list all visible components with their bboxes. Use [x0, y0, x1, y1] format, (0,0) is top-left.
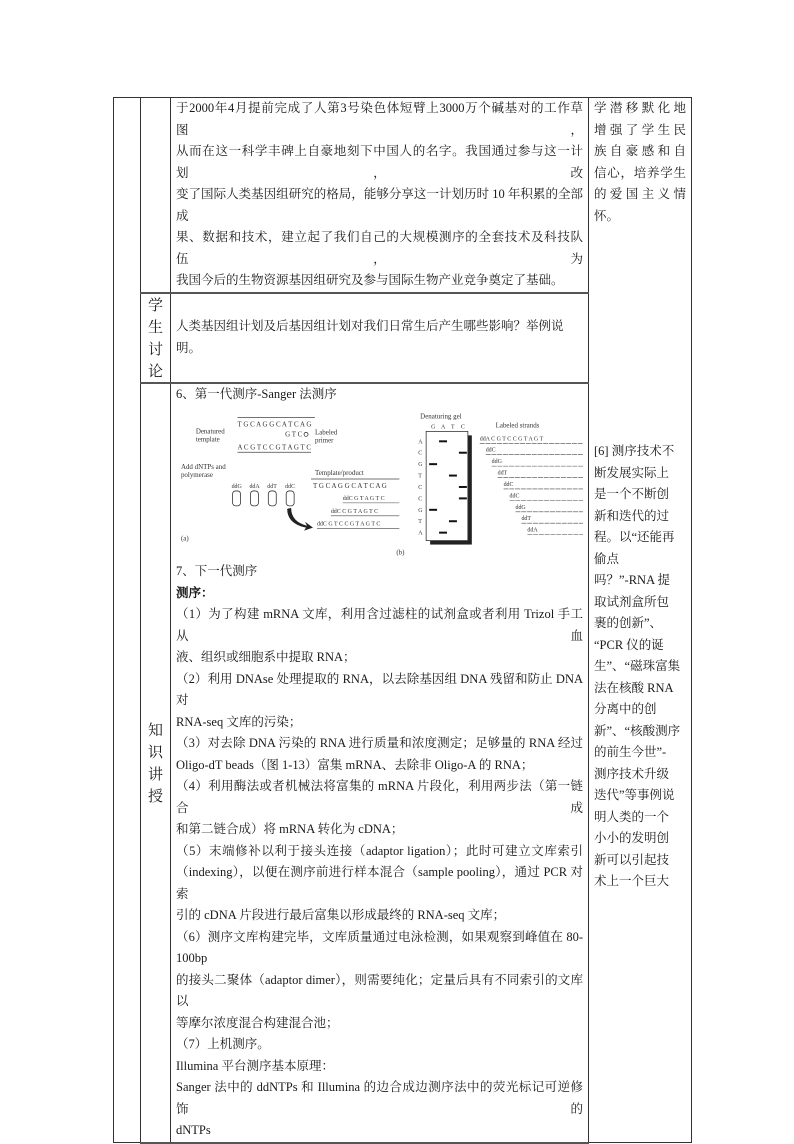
tube-icon	[268, 491, 276, 506]
text-line: RNA-seq 文库的污染；	[176, 714, 302, 729]
text-line: 学潜移默化地	[594, 101, 686, 115]
text-line: 怀。	[594, 208, 620, 223]
text-line: 明人类的一个	[594, 809, 670, 824]
text-line: （6）测序文库构建完毕，文库质量通过电泳检测，如果观察到峰值在 80-100bp	[176, 929, 583, 965]
text-line: 新和迭代的过	[594, 508, 670, 523]
fig-sequence: T G C A G G C A T C A G	[237, 420, 312, 429]
intro-label-cell	[141, 98, 171, 293]
text-line: 增强了学生民	[594, 122, 686, 137]
text-line: Sanger 法中的 ddNTPs 和 Illumina 的边合成边测序法中的荧光标记可逆修饰的	[176, 1080, 583, 1116]
text-line: 的接头二聚体（adaptor dimer），则需要纯化；定量后具有不同索引的文库以	[176, 972, 583, 1008]
fig-label: Add dNTPs and	[180, 463, 226, 472]
text-line: （7）上机测序。	[176, 1037, 270, 1051]
label-dot-icon	[304, 432, 308, 436]
fig-label: Template/product	[314, 469, 364, 478]
section-heading-sanger: 6、第一代测序-Sanger 法测序	[176, 386, 337, 401]
text-line: Illumina 平台测序基本原理：	[176, 1058, 334, 1073]
text-line: 信心，培养学生	[594, 165, 686, 180]
text-line: 分离中的创	[594, 702, 657, 716]
intro-paragraph	[176, 98, 583, 292]
text-line: 吗？”-RNA 提	[594, 573, 671, 587]
sanger-sequencing-figure	[176, 409, 583, 559]
label-char: 讨	[147, 339, 163, 358]
gel-row-label: A	[418, 530, 423, 537]
label-char: 生	[147, 317, 163, 336]
label-char: 知	[147, 720, 163, 739]
lesson-table	[113, 97, 692, 1144]
text-line: Oligo-dT beads（图 1-13）富集 mRNA、去除非 Oligo-A 的 RNA；	[176, 757, 534, 772]
fig-sequence: ddC G T C C G T A G T C	[316, 521, 381, 528]
fig-label: Labeled strands	[495, 421, 540, 430]
text-line: 于2000年4月提前完成了人第3号染色体短臂上3000万个碱基对的工作草图，	[176, 101, 583, 137]
tube-label: ddT	[267, 483, 277, 490]
text-line: 和第二链合成）将 mRNA 转化为 cDNA；	[176, 822, 404, 836]
blank-column	[114, 98, 141, 1143]
text-line: （1）为了构建 mRNA 文库，利用含过滤柱的试剂盒或者利用 Trizol 手工从血	[176, 607, 583, 643]
fig-label: template	[195, 435, 220, 444]
label-char: 论	[147, 361, 163, 380]
notes-block-innovation	[594, 441, 686, 893]
tube-icon	[286, 491, 294, 506]
text-line: 我国今后的生物资源基因组研究及参与国际生物产业竞争奠定了基础。	[176, 273, 564, 287]
text-line: 迭代”等事例说	[594, 788, 675, 802]
text-line: 小小的发明创	[594, 831, 670, 845]
notes-spacer	[594, 227, 686, 441]
strand-label: ddT	[497, 470, 508, 477]
gel-band	[459, 452, 467, 454]
tube-icon	[250, 491, 258, 506]
text-line: 是一个不断创	[594, 487, 670, 501]
strand-label: ddC	[485, 447, 496, 454]
discussion-label	[141, 293, 171, 383]
strand-label: ddG	[515, 504, 526, 511]
text-line: 族自豪感和自	[594, 144, 686, 158]
fig-label: Denaturing gel	[420, 412, 462, 421]
strand-label: ddA C G T C C G T A G T	[479, 436, 544, 443]
strand-label: ddC	[509, 493, 520, 500]
text-line: “PCR 仪的诞	[594, 637, 664, 652]
text-line: dNTPs	[176, 1123, 211, 1137]
label-char: 讲	[147, 764, 163, 783]
text-line: [6] 测序技术不	[594, 444, 675, 458]
text-line: 变了国际人类基因组研究的格局，能够分享这一计划历时 10 年积累的全部成	[176, 187, 583, 223]
text-line: （2）利用 DNAse 处理提取的 RNA，以去除基因组 DNA 残留和防止 DNA 对	[176, 671, 583, 707]
gel-band	[459, 486, 467, 488]
gel-band	[459, 497, 467, 499]
gel-row-label: G	[418, 507, 423, 514]
gel-band	[429, 463, 437, 465]
text-line: 的前生今世”-	[594, 745, 667, 759]
panel-label: (b)	[396, 548, 405, 557]
gel-band	[449, 475, 457, 477]
fig-label: polymerase	[180, 471, 213, 480]
label-char: 授	[147, 786, 163, 805]
text-line: 偷点	[594, 551, 620, 566]
subheading-sequencing: 测序：	[176, 585, 214, 600]
text-line: 果、数据和技术，建立起了我们自己的大规模测序的全套技术及科技队伍，为	[176, 230, 583, 266]
discussion-question: 人类基因组计划及后基因组计划对我们日常生后产生哪些影响？举例说明。	[176, 319, 564, 355]
text-line: （5）末端修补以利于接头连接（adaptor ligation）；此时可建立文库索引	[176, 843, 583, 858]
tube-label: ddA	[249, 483, 260, 490]
strand-label: ddT	[521, 516, 532, 523]
notes-block-patriotism	[594, 98, 686, 227]
text-line: 断发展实际上	[594, 465, 670, 480]
lecture-label	[141, 383, 171, 1143]
gel-lane-label: T	[450, 424, 455, 431]
gel-row-label: T	[418, 519, 422, 526]
fig-label: primer	[314, 436, 334, 445]
gel-lane-label: A	[441, 424, 446, 431]
text-line: （3）对去除 DNA 污染的 RNA 进行质量和浓度测定；足够量的 RNA 经过	[176, 736, 583, 750]
gel-row-label: C	[418, 450, 423, 457]
text-line: 液、组织或细胞系中提取 RNA；	[176, 650, 356, 664]
text-line: 从而在这一科学丰碑上自豪地刻下中国人的名字。我国通过参与这一计划，改	[176, 144, 583, 180]
gel-row-label: G	[418, 462, 423, 469]
text-line: 测序技术升级	[594, 766, 670, 781]
gel-row-label: T	[418, 473, 422, 480]
arrow-icon	[287, 508, 313, 531]
strand-label: ddC	[503, 481, 514, 488]
fig-sequence: ddC C G T A G T C	[330, 508, 379, 515]
strand-label: ddA	[527, 527, 538, 534]
text-line: 生”、“磁珠富集	[594, 659, 681, 673]
text-line: 等摩尔浓度混合构建混合池；	[176, 1015, 339, 1030]
gel-lane-label: C	[460, 424, 465, 431]
tube-label: ddC	[285, 483, 296, 490]
text-line: 新”、“核酸测序	[594, 723, 681, 738]
notes-cell	[589, 98, 692, 1143]
fig-sequence: T G C A G G C A T C A G	[312, 481, 387, 490]
fig-sequence: ddC G T A G T C	[342, 495, 385, 502]
gel-band	[429, 509, 437, 511]
text-line: 术上一个巨大	[594, 874, 670, 888]
tube-label: ddG	[231, 483, 242, 490]
text-line: 程。以“还能再	[594, 530, 675, 544]
gel-band	[449, 520, 457, 522]
label-char: 学	[147, 295, 163, 314]
section-heading-ngs: 7、下一代测序	[176, 564, 258, 578]
discussion-cell	[171, 293, 589, 383]
gel-row-label: C	[418, 484, 423, 491]
gel-row-label: C	[418, 496, 423, 503]
label-char: 识	[147, 742, 163, 761]
lecture-cell	[171, 383, 589, 1143]
intro-cell	[171, 98, 589, 293]
lecture-steps	[176, 604, 583, 1142]
gel-band	[439, 532, 447, 534]
tube-icon	[233, 491, 241, 506]
fig-label: Denatured	[195, 427, 225, 436]
panel-label: (a)	[180, 534, 189, 543]
text-line: 裹的创新”、	[594, 616, 663, 630]
text-line: 新可以引起技	[594, 852, 670, 867]
text-line: （indexing），以便在测序前进行样本混合（sample pooling），通过 PCR 对索	[176, 865, 583, 901]
text-line: 的爱国主义情	[594, 187, 686, 201]
gel-lane-label: G	[431, 424, 436, 431]
fig-sequence: G T C	[285, 430, 303, 439]
text-line: （4）利用酶法或者机械法将富集的 mRNA 片段化，利用两步法（第一链合成	[176, 779, 583, 815]
strand-label: ddG	[491, 459, 502, 466]
gel-row-label: A	[418, 439, 423, 446]
text-line: 取试剂盒所包	[594, 594, 670, 609]
text-line: 引的 cDNA 片段进行最后富集以形成最终的 RNA-seq 文库；	[176, 908, 506, 922]
gel-band	[439, 440, 447, 442]
text-line: 法在核酸 RNA	[594, 680, 674, 695]
fig-sequence: A C G T C C G T A G T C	[237, 443, 311, 452]
fig-label: Labeled	[314, 428, 338, 437]
